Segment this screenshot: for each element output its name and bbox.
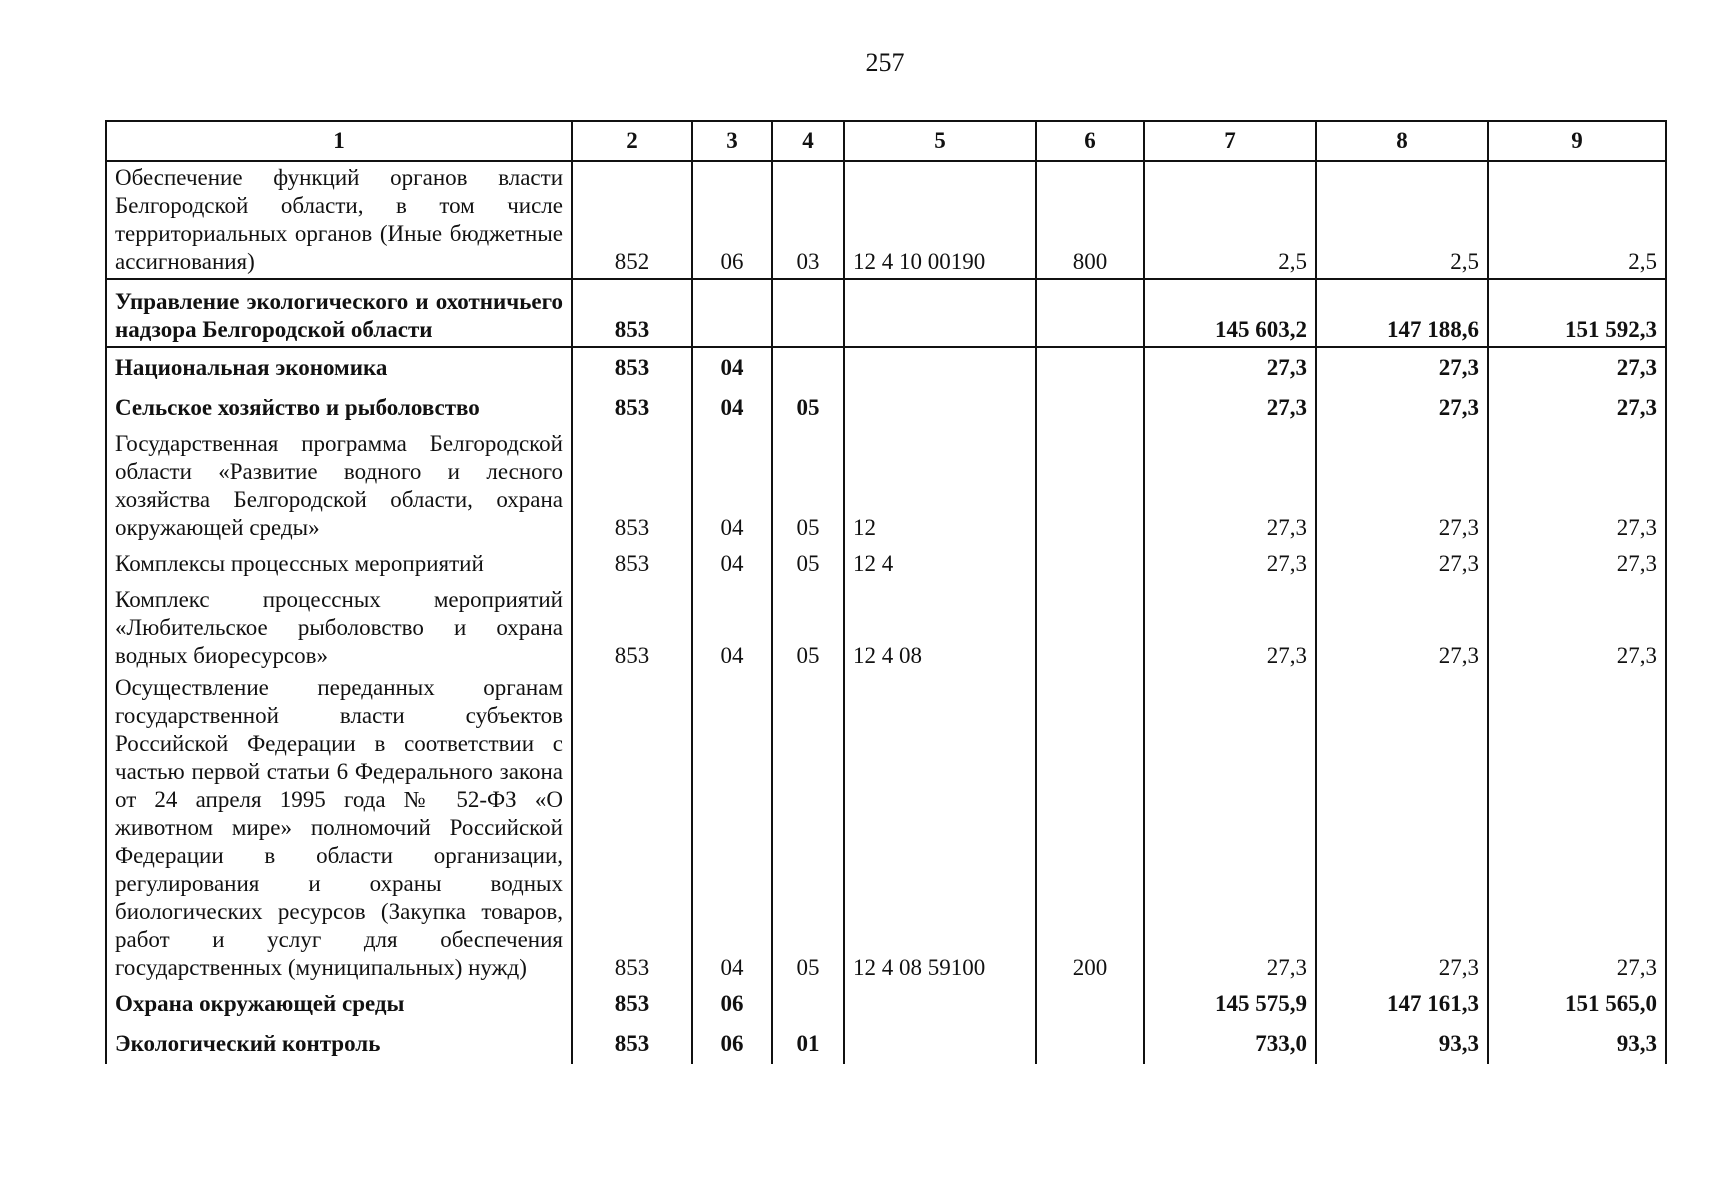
row-grbs: 853 bbox=[572, 279, 692, 347]
row-amount-year3: 27,3 bbox=[1488, 428, 1666, 544]
row-amount-year3: 27,3 bbox=[1488, 584, 1666, 672]
row-expense-type: 800 bbox=[1036, 161, 1144, 279]
row-subsection: 05 bbox=[772, 544, 844, 584]
row-name: Комплексы процессных мероприятий bbox=[106, 544, 572, 584]
row-amount-year1: 27,3 bbox=[1144, 388, 1316, 428]
row-section: 06 bbox=[692, 1024, 772, 1064]
row-expense-type: 200 bbox=[1036, 672, 1144, 984]
row-amount-year2: 93,3 bbox=[1316, 1024, 1488, 1064]
row-subsection: 05 bbox=[772, 584, 844, 672]
row-section: 04 bbox=[692, 428, 772, 544]
row-expense-type bbox=[1036, 1024, 1144, 1064]
row-section: 06 bbox=[692, 161, 772, 279]
row-amount-year1: 2,5 bbox=[1144, 161, 1316, 279]
row-section: 04 bbox=[692, 584, 772, 672]
row-section: 04 bbox=[692, 672, 772, 984]
page-number: 257 bbox=[865, 48, 905, 77]
row-section: 06 bbox=[692, 984, 772, 1024]
row-section: 04 bbox=[692, 544, 772, 584]
header-col-6: 6 bbox=[1036, 121, 1144, 161]
row-subsection: 01 bbox=[772, 1024, 844, 1064]
header-col-2: 2 bbox=[572, 121, 692, 161]
row-target-article bbox=[844, 984, 1036, 1024]
header-col-3: 3 bbox=[692, 121, 772, 161]
row-expense-type bbox=[1036, 584, 1144, 672]
row-subsection: 05 bbox=[772, 428, 844, 544]
table-row bbox=[106, 428, 1666, 544]
row-name: Государственная программа Белгородской области «Развитие водного и лесного хозяйства Белгородской области, охрана окружающей среды» bbox=[106, 428, 572, 544]
budget-table bbox=[105, 120, 1667, 1064]
table-row bbox=[106, 161, 1666, 279]
row-amount-year3: 151 592,3 bbox=[1488, 279, 1666, 347]
row-amount-year3: 27,3 bbox=[1488, 544, 1666, 584]
row-name: Комплекс процессных мероприятий «Любительское рыболовство и охрана водных биоресурсов» bbox=[106, 584, 572, 672]
row-amount-year2: 27,3 bbox=[1316, 672, 1488, 984]
row-target-article: 12 bbox=[844, 428, 1036, 544]
row-amount-year2: 147 161,3 bbox=[1316, 984, 1488, 1024]
row-expense-type bbox=[1036, 544, 1144, 584]
row-subsection bbox=[772, 279, 844, 347]
row-name: Управление экологического и охотничьего надзора Белгородской области bbox=[106, 279, 572, 347]
row-section bbox=[692, 279, 772, 347]
table-row bbox=[106, 544, 1666, 584]
row-amount-year3: 151 565,0 bbox=[1488, 984, 1666, 1024]
row-grbs: 853 bbox=[572, 347, 692, 388]
row-amount-year3: 27,3 bbox=[1488, 672, 1666, 984]
row-name: Охрана окружающей среды bbox=[106, 984, 572, 1024]
row-subsection: 05 bbox=[772, 672, 844, 984]
row-amount-year1: 145 575,9 bbox=[1144, 984, 1316, 1024]
row-amount-year1: 145 603,2 bbox=[1144, 279, 1316, 347]
row-target-article: 12 4 bbox=[844, 544, 1036, 584]
row-amount-year1: 27,3 bbox=[1144, 428, 1316, 544]
row-name: Сельское хозяйство и рыболовство bbox=[106, 388, 572, 428]
row-target-article: 12 4 08 bbox=[844, 584, 1036, 672]
row-target-article: 12 4 08 59100 bbox=[844, 672, 1036, 984]
row-grbs: 853 bbox=[572, 984, 692, 1024]
row-expense-type bbox=[1036, 279, 1144, 347]
header-col-9: 9 bbox=[1488, 121, 1666, 161]
table-header-row bbox=[106, 121, 1666, 161]
row-amount-year3: 27,3 bbox=[1488, 347, 1666, 388]
header-col-4: 4 bbox=[772, 121, 844, 161]
row-subsection: 03 bbox=[772, 161, 844, 279]
row-grbs: 853 bbox=[572, 584, 692, 672]
row-amount-year2: 27,3 bbox=[1316, 388, 1488, 428]
row-subsection: 05 bbox=[772, 388, 844, 428]
header-col-7: 7 bbox=[1144, 121, 1316, 161]
row-target-article: 12 4 10 00190 bbox=[844, 161, 1036, 279]
table-row bbox=[106, 279, 1666, 347]
table-row bbox=[106, 347, 1666, 388]
row-amount-year1: 27,3 bbox=[1144, 584, 1316, 672]
row-target-article bbox=[844, 347, 1036, 388]
header-col-8: 8 bbox=[1316, 121, 1488, 161]
row-subsection bbox=[772, 984, 844, 1024]
row-amount-year2: 27,3 bbox=[1316, 428, 1488, 544]
table-row bbox=[106, 672, 1666, 984]
row-amount-year2: 147 188,6 bbox=[1316, 279, 1488, 347]
row-section: 04 bbox=[692, 347, 772, 388]
row-subsection bbox=[772, 347, 844, 388]
row-amount-year2: 2,5 bbox=[1316, 161, 1488, 279]
table-row bbox=[106, 584, 1666, 672]
row-grbs: 853 bbox=[572, 544, 692, 584]
row-target-article bbox=[844, 1024, 1036, 1064]
row-name: Национальная экономика bbox=[106, 347, 572, 388]
row-grbs: 853 bbox=[572, 1024, 692, 1064]
header-col-1: 1 bbox=[106, 121, 572, 161]
row-target-article bbox=[844, 279, 1036, 347]
table-row bbox=[106, 388, 1666, 428]
row-amount-year2: 27,3 bbox=[1316, 347, 1488, 388]
header-col-5: 5 bbox=[844, 121, 1036, 161]
row-grbs: 853 bbox=[572, 672, 692, 984]
row-amount-year3: 27,3 bbox=[1488, 388, 1666, 428]
row-name: Обеспечение функций органов власти Белгородской области, в том числе территориальных органов (Иные бюджетные ассигнования) bbox=[106, 161, 572, 279]
row-name: Осуществление переданных органам государственной власти субъектов Российской Федерации в соответствии с частью первой статьи 6 Федерального закона от 24 апреля 1995 года № 52-ФЗ «О животном мире» полномочий Российской Федерации в области организации, регулирования и охраны водных биологических ресурсов (Закупка товаров, работ и услуг для обеспечения государственных (муниципальных) нужд) bbox=[106, 672, 572, 984]
row-section: 04 bbox=[692, 388, 772, 428]
table-row bbox=[106, 1024, 1666, 1064]
row-name: Экологический контроль bbox=[106, 1024, 572, 1064]
row-amount-year3: 93,3 bbox=[1488, 1024, 1666, 1064]
row-grbs: 853 bbox=[572, 428, 692, 544]
row-amount-year2: 27,3 bbox=[1316, 584, 1488, 672]
table-row bbox=[106, 984, 1666, 1024]
row-expense-type bbox=[1036, 347, 1144, 388]
row-target-article bbox=[844, 388, 1036, 428]
row-expense-type bbox=[1036, 984, 1144, 1024]
row-grbs: 853 bbox=[572, 388, 692, 428]
row-amount-year1: 27,3 bbox=[1144, 672, 1316, 984]
row-amount-year1: 733,0 bbox=[1144, 1024, 1316, 1064]
row-grbs: 852 bbox=[572, 161, 692, 279]
row-amount-year1: 27,3 bbox=[1144, 544, 1316, 584]
row-amount-year1: 27,3 bbox=[1144, 347, 1316, 388]
row-amount-year3: 2,5 bbox=[1488, 161, 1666, 279]
row-expense-type bbox=[1036, 428, 1144, 544]
row-amount-year2: 27,3 bbox=[1316, 544, 1488, 584]
row-expense-type bbox=[1036, 388, 1144, 428]
